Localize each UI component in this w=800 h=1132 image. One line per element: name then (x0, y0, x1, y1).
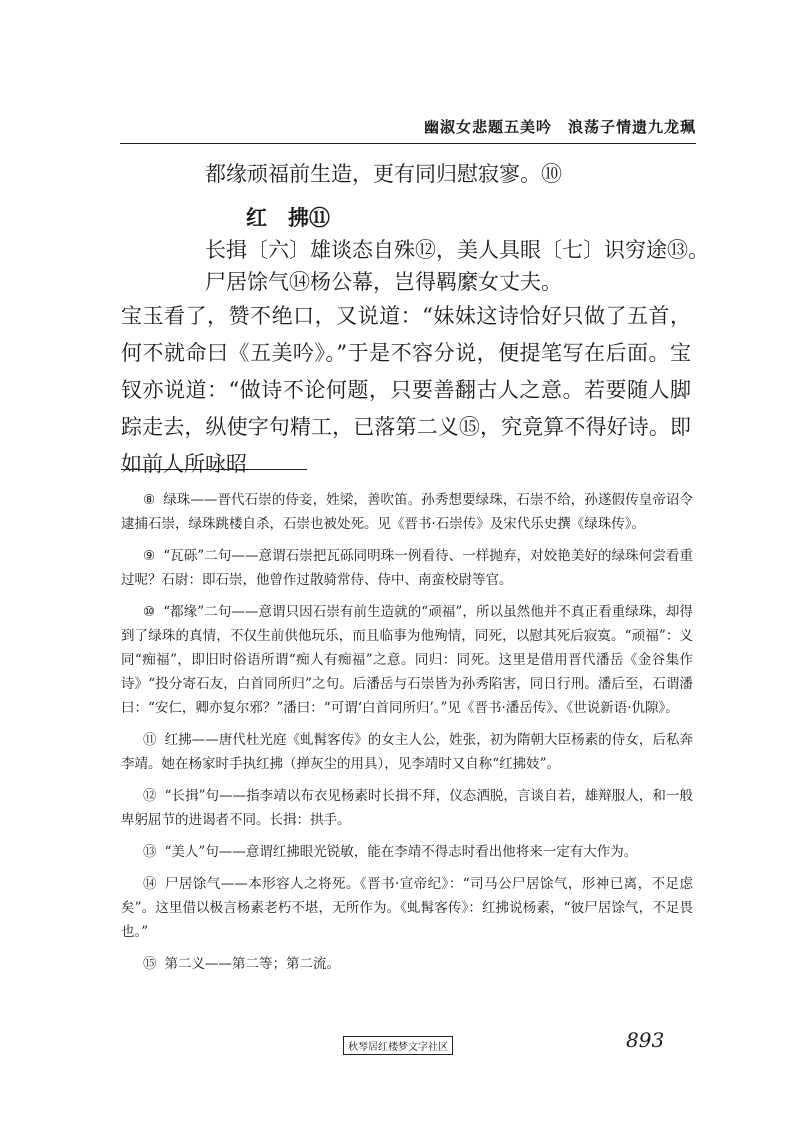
page-number: 893 (626, 1028, 665, 1052)
footnote-text: “瓦砾”二句——意谓石崇把瓦砾同明珠一例看待、一样抛弃，对姣艳美好的绿珠何尝看重过呢？石尉：即石崇，他曾作过散骑常侍、侍中、南蛮校尉等官。 (121, 548, 693, 588)
footnote-rule (121, 469, 307, 470)
footnote-number: ⑫ (143, 788, 157, 804)
footnote-text: “都缘”二句——意谓只因石崇有前生造就的“顽福”，所以虽然他并不真正看重绿珠，却得到了绿珠的真情，不仅生前供他玩乐，而且临事为他殉情，同死，以慰其死后寂寞。“顽福”：义同“痴福”，即旧时俗语所谓“痴人有痴福”之意。同归：同死。这里是借用晋代潘岳《金谷集作诗》“投分寄石友，白首同所归”之句。后潘岳与石崇皆为孙秀陷害，同日行刑。潘后至，石谓潘曰：“安仁，卿亦复尔邪？”潘曰：“可谓‘白首同所归’。”见《晋书·潘岳传》、《世说新语·仇隙》。 (121, 604, 694, 716)
footnote-12 (121, 784, 693, 832)
footnote-11 (121, 728, 693, 776)
footnote-text: 红拂——唐代杜光庭《虬髯客传》的女主人公，姓张，初为隋朝大臣杨素的侍女，后私奔李靖。她在杨家时手执红拂（掸灰尘的用具），见李靖时又自称“红拂妓”。 (121, 732, 694, 772)
body-paragraph: 宝玉看了，赞不绝口，又说道：“妹妹这诗恰好只做了五首，何不就命曰《五美吟》。”于是不容分说，便提笔写在后面。宝钗亦说道：“做诗不论何题，只要善翻古人之意。若要随人脚踪走去，纵使字句精工，已落第二义⑮，究竟算不得好诗。即如前人所咏昭 (121, 304, 691, 476)
footnote-text: “美人”句——意谓红拂眼光锐敏，能在李靖不得志时看出他将来一定有大作为。 (164, 844, 638, 860)
footnote-number: ⑨ (143, 548, 156, 564)
footnote-text: “长揖”句——指李靖以布衣见杨素时长揖不拜，仪态洒脱，言谈自若，雄辩服人，和一般卑躬屈节的进谒者不同。长揖：拱手。 (121, 788, 693, 828)
footnote-8 (121, 488, 693, 536)
footnote-text: 绿珠——晋代石崇的侍妾，姓梁，善吹笛。孙秀想要绿珠，石崇不给，孙遂假传皇帝诏令逮捕石崇，绿珠跳楼自杀，石崇也被处死。见《晋书·石崇传》及宋代乐史撰《绿珠传》。 (121, 492, 694, 532)
footnote-13 (121, 840, 693, 864)
footnote-number: ⑩ (143, 604, 156, 620)
header-rule (120, 143, 696, 144)
footnote-number: ⑧ (143, 492, 156, 508)
footnote-text: 第二义——第二等；第二流。 (164, 956, 340, 972)
footnote-9 (121, 544, 693, 592)
poem-line-1: 都缘顽福前生造，更有同归慰寂寥。⑩ (205, 162, 562, 186)
footnote-number: ⑮ (143, 956, 157, 972)
footnotes (121, 488, 693, 984)
poem-title-hongfu: 红 拂⑪ (246, 205, 330, 230)
running-header: 幽淑女悲题五美吟 浪荡子情遗九龙珮 (423, 118, 696, 136)
footnote-14 (121, 872, 693, 944)
footnote-10 (121, 600, 693, 720)
community-stamp: 秋琴居红楼梦文字社区 (343, 1036, 453, 1055)
footnote-number: ⑪ (143, 732, 157, 748)
footnote-number: ⑬ (143, 844, 157, 860)
poem-line-2: 长揖〔六〕雄谈态自殊⑫，美人具眼〔七〕识穷途⑬。 (205, 238, 709, 262)
footnote-number: ⑭ (143, 876, 157, 892)
footnote-15 (121, 952, 693, 976)
footnote-text: 尸居馀气——本形容人之将死。《晋书·宣帝纪》：“司马公尸居馀气，形神已离，不足虑矣”。这里借以极言杨素老朽不堪，无所作为。《虬髯客传》：红拂说杨素，“彼尸居馀气，不足畏也。” (121, 876, 694, 940)
poem-line-3: 尸居馀气⑭杨公幕，岂得羁縻女丈夫。 (205, 270, 562, 294)
